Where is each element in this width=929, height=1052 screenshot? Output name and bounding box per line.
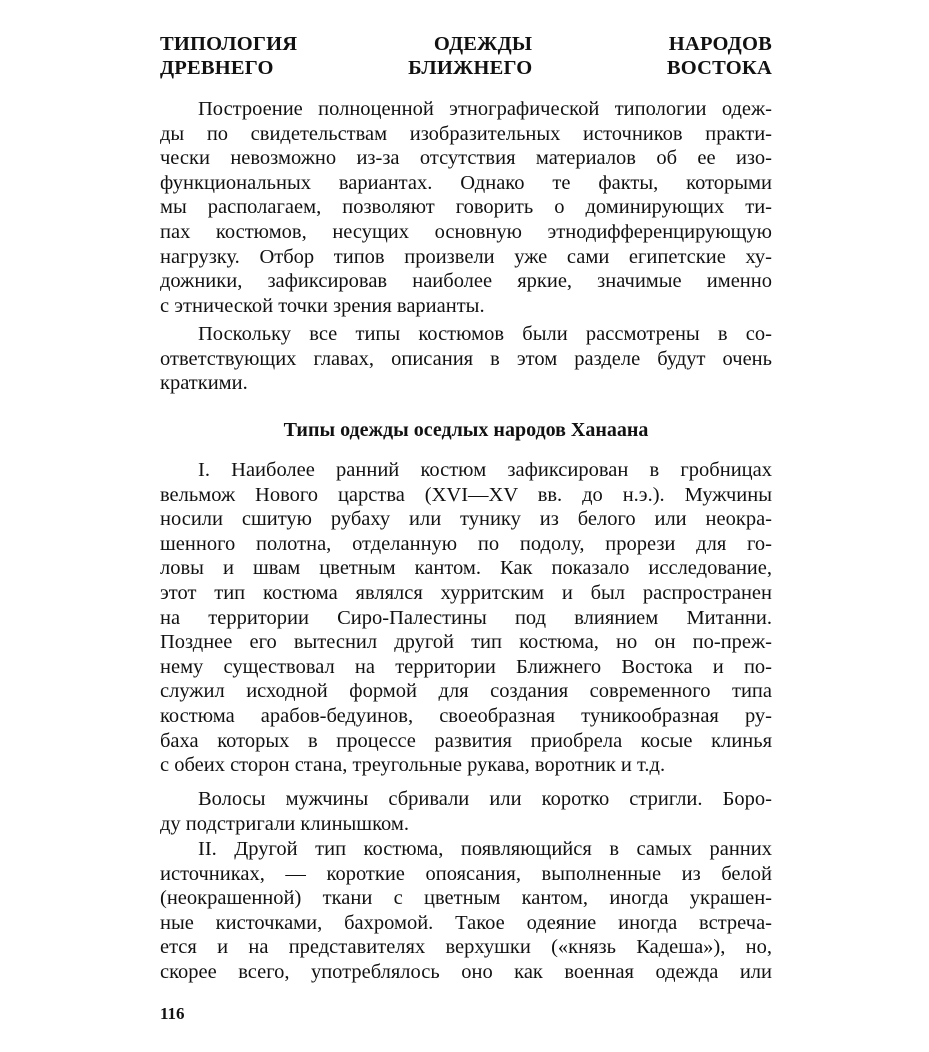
text-line: ответствующих главах, описания в этом разделе будут очень — [160, 347, 772, 370]
paragraph-type-2 — [160, 837, 772, 985]
text-line: скорее всего, употреблялось оно как военная одежда или — [160, 960, 772, 983]
text-line: Позднее его вытеснил другой тип костюма, но он по-преж- — [160, 631, 772, 654]
text-line: на территории Сиро-Палестины под влиянием Митанни. — [160, 606, 772, 629]
text-line: носили сшитую рубаху или тунику из белого или неокра- — [160, 508, 772, 531]
text-line: Волосы мужчины сбривали или коротко стригли. Боро- — [198, 788, 772, 810]
text-line: ется и на представителях верхушки («князь Кадеша»), но, — [160, 936, 772, 959]
text-line: с этнической точки зрения варианты. — [160, 294, 485, 317]
intro-paragraph-2 — [160, 322, 772, 396]
text-line: функциональных вариантах. Однако те факты, которыми — [160, 171, 772, 194]
text-line: этот тип костюма являлся хурритским и был распространен — [160, 581, 772, 604]
text-line: Построение полноценной этнографической типологии одеж- — [198, 98, 772, 120]
text-line: источниках, — короткие опоясания, выполненные из белой — [160, 862, 772, 885]
chapter-title — [160, 32, 772, 80]
text-line: II. Другой тип костюма, появляющийся в самых ранних — [198, 838, 772, 860]
text-line: с обеих сторон стана, треугольные рукава, воротник и т.д. — [160, 754, 666, 777]
text-line: I. Наиболее ранний костюм зафиксирован в гробницах — [198, 459, 772, 481]
text-line: костюма арабов-бедуинов, своеобразная туникообразная ру- — [160, 704, 772, 727]
text-line: вельмож Нового царства (XVI—XV вв. до н.э.). Мужчины — [160, 483, 772, 506]
text-line: нагрузку. Отбор типов произвели уже сами египетские ху- — [160, 245, 772, 268]
intro-paragraph-1 — [160, 97, 772, 318]
text-line: ду подстригали клинышком. — [160, 812, 409, 835]
paragraph-hair — [160, 787, 772, 836]
text-line: баха которых в процессе развития приобрела косые клинья — [160, 729, 772, 752]
text-line: (неокрашенной) ткани с цветным кантом, иногда украшен- — [160, 887, 772, 910]
chapter-title-line: ТИПОЛОГИЯ ОДЕЖДЫ НАРОДОВ — [160, 33, 772, 55]
text-line: дожники, зафиксировав наиболее яркие, значимые именно — [160, 270, 772, 293]
text-line: шенного полотна, отделанную по подолу, прорези для го- — [160, 532, 772, 555]
text-line: служил исходной формой для создания современного типа — [160, 680, 772, 703]
text-line: Поскольку все типы костюмов были рассмотрены в со- — [198, 323, 772, 345]
text-line: ловы и швам цветным кантом. Как показало исследование, — [160, 557, 772, 580]
text-line: пах костюмов, несущих основную этнодифференцирующую — [160, 220, 772, 243]
text-line: нему существовал на территории Ближнего Востока и по- — [160, 655, 772, 678]
text-line: ные кисточками, бахромой. Такое одеяние иногда встреча- — [160, 911, 772, 934]
text-line: ды по свидетельствам изобразительных источников практи- — [160, 122, 772, 145]
paragraph-type-1 — [160, 458, 772, 778]
chapter-title-line: ДРЕВНЕГО БЛИЖНЕГО ВОСТОКА — [160, 57, 772, 79]
text-line: мы располагаем, позволяют говорить о доминирующих ти- — [160, 196, 772, 219]
page-number: 116 — [160, 1004, 185, 1023]
text-line: чески невозможно из-за отсутствия материалов об ее изо- — [160, 147, 772, 170]
text-line: краткими. — [160, 372, 248, 395]
section-heading: Типы одежды оседлых народов Ханаана — [283, 419, 649, 441]
